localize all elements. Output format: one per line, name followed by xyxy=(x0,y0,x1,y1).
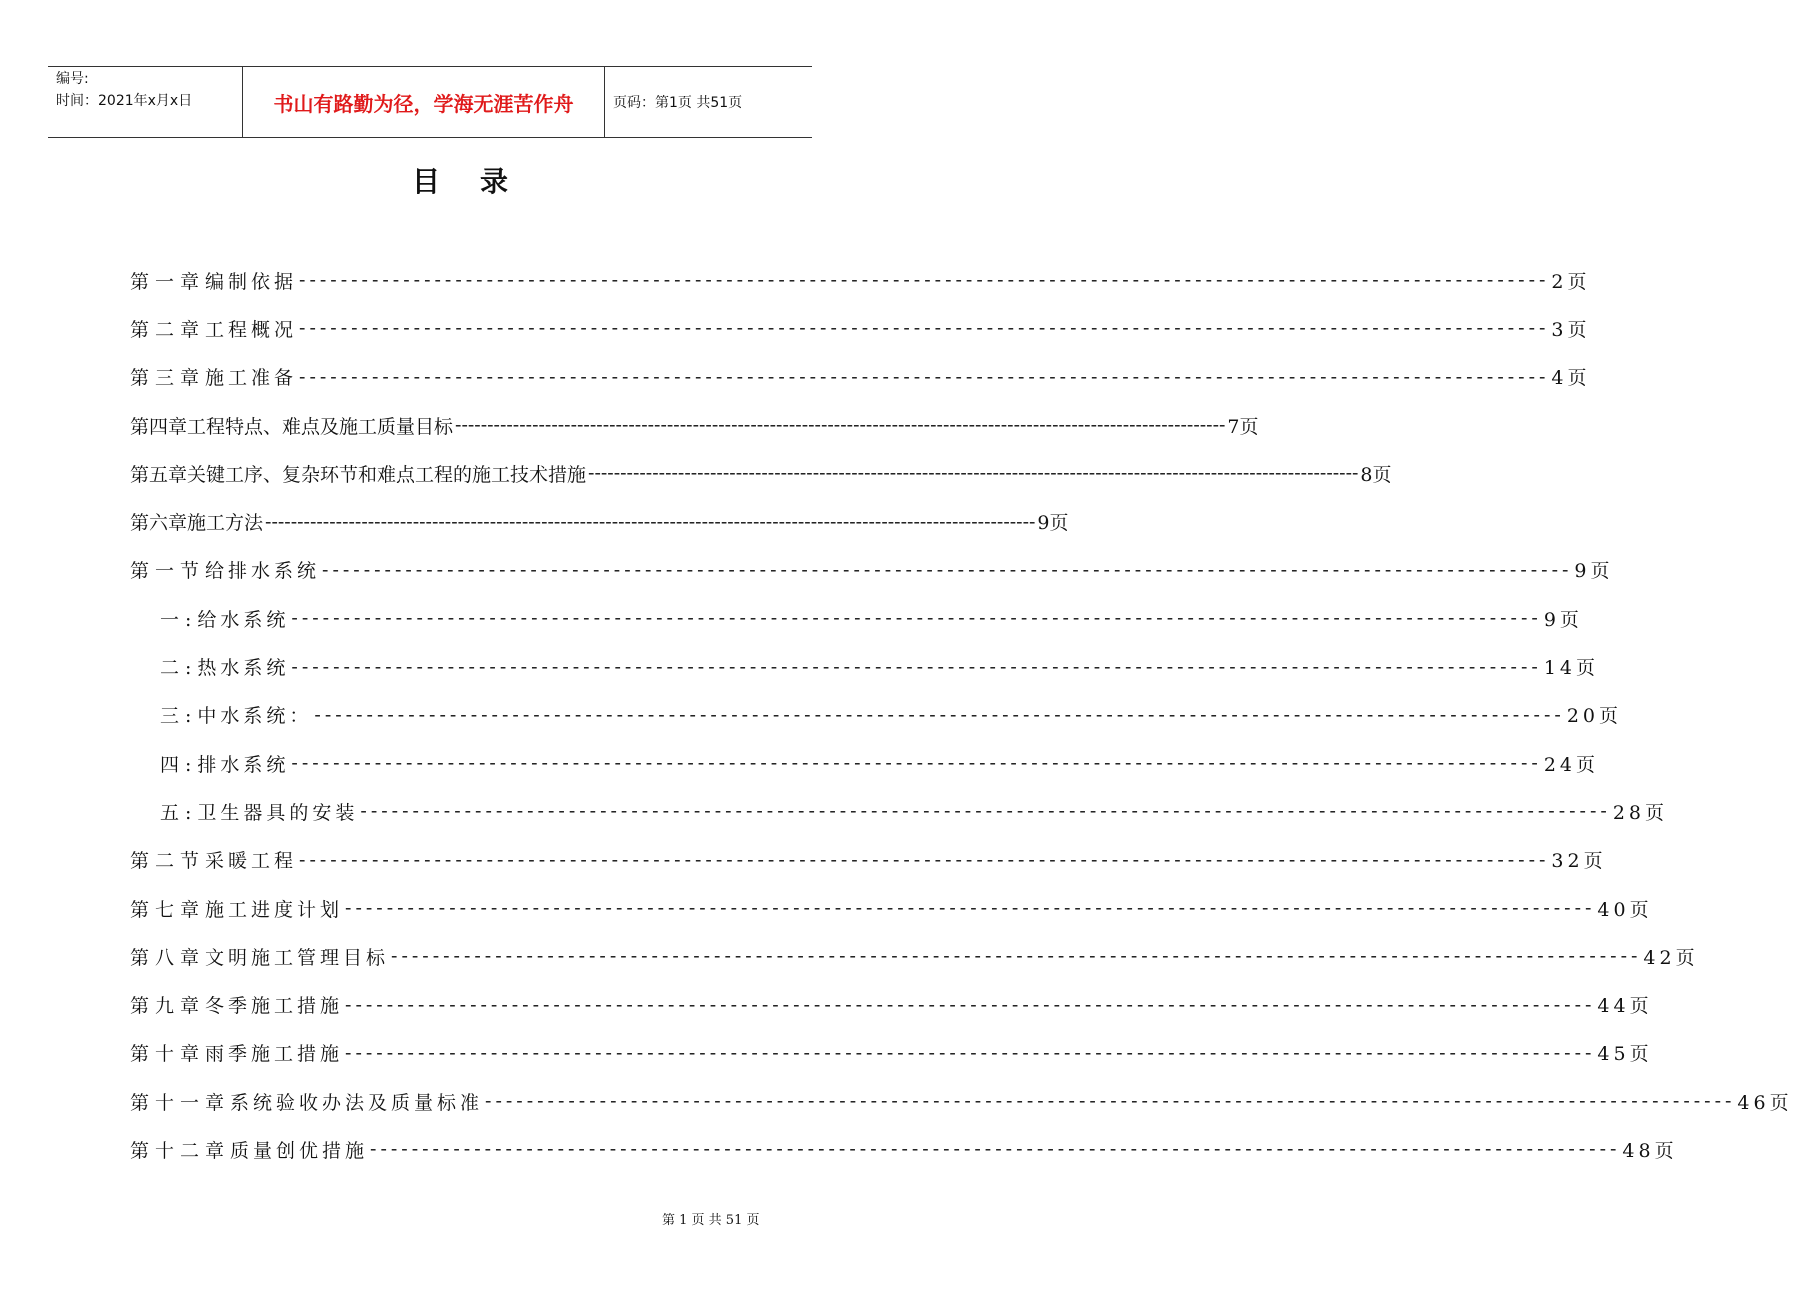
toc-leader: ------------------------------------------------------------------------------------------------------------------------ xyxy=(345,897,1596,919)
toc-leader: ------------------------------------------------------------------------------------------------------------------------ xyxy=(291,607,1542,630)
toc-page: 7页 xyxy=(1227,415,1259,438)
toc-page: 8页 xyxy=(1360,463,1392,486)
toc-page: 4页 xyxy=(1551,367,1591,390)
toc-entry[interactable] xyxy=(130,980,1653,1028)
toc-leader: ------------------------------------------------------------------------------------------------------------------------ xyxy=(291,752,1542,775)
toc-title: 编制依据 xyxy=(205,270,298,293)
toc-chapter: 第八章 xyxy=(130,946,206,969)
toc-entry[interactable] xyxy=(130,739,1599,787)
toc-leader: ------------------------------------------------------------------------------------------------------------------------ xyxy=(588,462,1359,485)
toc-leader: ------------------------------------------------------------------------------------------------------------------------ xyxy=(299,269,1550,292)
document-time-label: 时间：2021年x月x日 xyxy=(56,93,193,109)
toc-title: 采暖工程 xyxy=(205,850,298,873)
toc-leader: ------------------------------------------------------------------------------------------------------------------------ xyxy=(391,945,1642,968)
toc-entry[interactable] xyxy=(130,642,1599,690)
toc-entry[interactable] xyxy=(130,594,1583,642)
toc-leader: ------------------------------------------------------------------------------------------------------------------------ xyxy=(345,1041,1596,1064)
toc-entry[interactable] xyxy=(130,401,1259,449)
toc-title: 给排水系统 xyxy=(205,560,321,583)
toc-chapter: 第十一章 xyxy=(130,1091,231,1114)
toc-chapter: 第十章 xyxy=(130,1043,206,1066)
toc-chapter: 第十二章 xyxy=(130,1139,231,1162)
toc-title: 文明施工管理目标 xyxy=(205,946,390,969)
toc-leader: ------------------------------------------------------------------------------------------------------------------------ xyxy=(360,800,1611,823)
toc-title: 施工准备 xyxy=(205,367,298,390)
toc-page: 9页 xyxy=(1543,608,1583,631)
toc-page: 40页 xyxy=(1597,898,1653,921)
toc-chapter: 第五章 xyxy=(130,463,188,486)
toc-chapter: 第一章 xyxy=(130,270,206,293)
toc-page: 32页 xyxy=(1551,850,1607,873)
toc-chapter: 第三章 xyxy=(130,367,206,390)
toc-page: 20页 xyxy=(1566,705,1622,728)
toc-chapter: 第七章 xyxy=(130,898,206,921)
toc-leader: ------------------------------------------------------------------------------------------------------------------------ xyxy=(291,655,1542,678)
toc-entry[interactable] xyxy=(130,497,1069,545)
header-motto-cell xyxy=(243,67,605,137)
toc-entry[interactable] xyxy=(130,836,1607,884)
toc-page: 24页 xyxy=(1543,753,1599,776)
toc-chapter: 三: xyxy=(160,705,198,728)
document-number-label: 编号: xyxy=(56,71,89,87)
toc-page: 44页 xyxy=(1597,995,1653,1018)
toc-title: 施工进度计划 xyxy=(205,898,344,921)
toc-title: 施工方法 xyxy=(187,512,264,535)
toc-entry[interactable] xyxy=(130,787,1668,835)
toc-leader: ------------------------------------------------------------------------------------------------------------------------ xyxy=(370,1138,1621,1161)
toc-leader: ------------------------------------------------------------------------------------------------------------------------ xyxy=(299,365,1550,388)
toc-chapter: 第九章 xyxy=(130,995,206,1018)
toc-title: 工程概况 xyxy=(205,318,298,341)
toc-entry[interactable] xyxy=(130,256,1591,304)
toc-title: 关键工序、复杂环节和难点工程的施工技术措施 xyxy=(187,463,587,486)
toc-title: 冬季施工措施 xyxy=(205,995,344,1018)
toc-title: 雨季施工措施 xyxy=(205,1043,344,1066)
toc-chapter: 一: xyxy=(160,608,198,631)
toc-entry[interactable] xyxy=(130,304,1591,352)
toc-page: 14页 xyxy=(1543,657,1599,680)
toc-entry[interactable] xyxy=(130,449,1392,497)
toc-entry[interactable] xyxy=(130,932,1699,980)
toc-chapter: 第二节 xyxy=(130,850,206,873)
toc-title: 系统验收办法及质量标准 xyxy=(230,1091,484,1114)
toc-title: 热水系统 xyxy=(197,657,290,680)
toc-chapter: 第六章 xyxy=(130,512,188,535)
toc-page: 3页 xyxy=(1551,318,1591,341)
header-page-info: 页码：第1页 共51页 xyxy=(613,95,743,111)
toc-page: 9页 xyxy=(1037,512,1069,535)
toc-entry[interactable] xyxy=(130,353,1591,401)
toc-page: 48页 xyxy=(1622,1139,1678,1162)
toc-entry[interactable] xyxy=(130,691,1622,739)
toc-chapter: 第二章 xyxy=(130,318,206,341)
toc-page: 2页 xyxy=(1551,270,1591,293)
header-meta-cell xyxy=(48,67,243,137)
toc-leader: ------------------------------------------------------------------------------------------------------------------------ xyxy=(299,848,1550,871)
toc-entry[interactable] xyxy=(130,546,1614,594)
toc-entry[interactable] xyxy=(130,1029,1653,1077)
toc-chapter: 第一节 xyxy=(130,560,206,583)
toc-title: 给水系统 xyxy=(197,608,290,631)
toc-page: 45页 xyxy=(1597,1043,1653,1066)
toc-leader: ------------------------------------------------------------------------------------------------------------------------ xyxy=(265,510,1036,533)
toc-title: 中水系统： xyxy=(197,705,313,728)
toc-leader: ------------------------------------------------------------------------------------------------------------------------ xyxy=(322,558,1573,581)
toc-entry[interactable] xyxy=(130,1077,1793,1125)
toc-chapter: 二: xyxy=(160,657,198,680)
toc-entry[interactable] xyxy=(130,1125,1678,1173)
toc-page: 42页 xyxy=(1643,946,1699,969)
toc-leader: ------------------------------------------------------------------------------------------------------------------------ xyxy=(345,993,1596,1016)
toc-title: 工程特点、难点及施工质量目标 xyxy=(187,415,454,438)
toc-leader: ------------------------------------------------------------------------------------------------------------------------ xyxy=(485,1090,1736,1113)
toc-title: 卫生器具的安装 xyxy=(197,801,359,824)
toc-page: 9页 xyxy=(1574,560,1614,583)
toc-page: 28页 xyxy=(1612,801,1668,824)
page-title-text: 目录 xyxy=(411,165,548,198)
header-motto: 书山有路勤为径，学海无涯苦作舟 xyxy=(273,91,574,116)
toc-leader: ------------------------------------------------------------------------------------------------------------------------ xyxy=(299,317,1550,340)
toc-chapter: 第四章 xyxy=(130,415,188,438)
toc-leader: ------------------------------------------------------------------------------------------------------------------------ xyxy=(455,414,1226,437)
page-title xyxy=(0,160,920,200)
toc-page: 46页 xyxy=(1737,1091,1793,1114)
page-header xyxy=(48,66,812,138)
table-of-contents xyxy=(130,256,1793,1174)
toc-leader: ------------------------------------------------------------------------------------------------------------------------ xyxy=(314,703,1565,726)
toc-entry[interactable] xyxy=(130,884,1653,932)
page-footer: 第 1 页 共 51 页 xyxy=(662,1213,760,1228)
toc-title: 质量创优措施 xyxy=(230,1139,369,1162)
toc-chapter: 四: xyxy=(160,753,198,776)
toc-title: 排水系统 xyxy=(197,753,290,776)
toc-chapter: 五: xyxy=(160,801,198,824)
